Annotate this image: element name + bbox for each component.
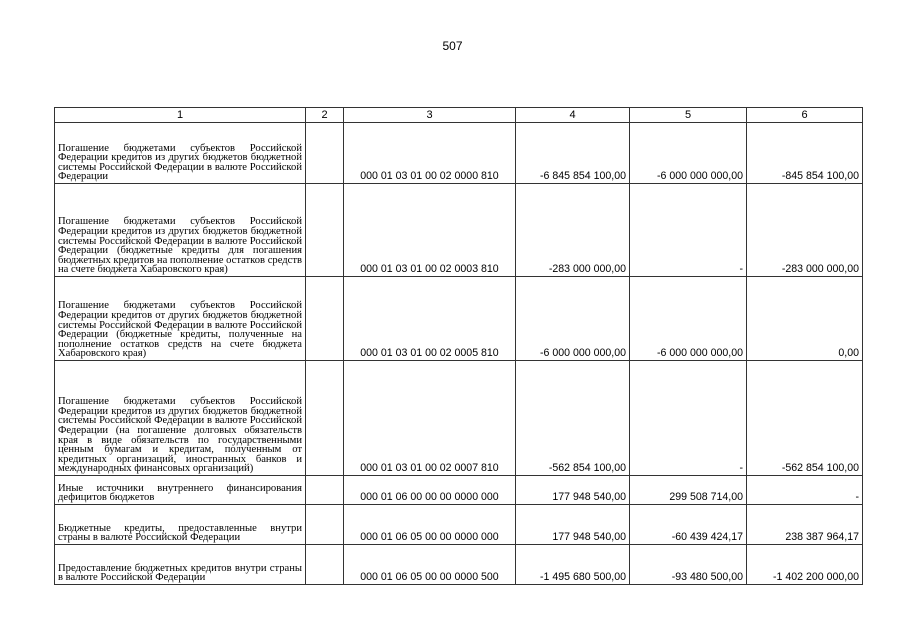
row-value-4: -6 845 854 100,00 [516,123,630,184]
row-value-6: -1 402 200 000,00 [747,545,863,585]
row-name: Погашение бюджетами субъектов Российской Федерации кредитов из других бюджетов бюджетной системы Российской Федерации в валюте Российской Федерации (бюджетные кредиты для погашения бюджетных кредитов на пополнение остатков средств на счете бюджета Хабаровского края) [55,184,306,277]
row-value-6: -845 854 100,00 [747,123,863,184]
row-col2 [306,476,344,505]
row-name: Погашение бюджетами субъектов Российской Федерации кредитов от других бюджетов бюджетной системы Российской Федерации в валюте Российской Федерации (бюджетные кредиты, полученные на пополнение остатков средств на счете бюджета Хабаровского края) [55,277,306,361]
row-code: 000 01 06 05 00 00 0000 000 [344,505,516,545]
row-code: 000 01 06 00 00 00 0000 000 [344,476,516,505]
row-code: 000 01 03 01 00 02 0000 810 [344,123,516,184]
row-value-6: 0,00 [747,277,863,361]
row-value-4: -562 854 100,00 [516,361,630,476]
row-col2 [306,505,344,545]
row-value-4: 177 948 540,00 [516,476,630,505]
table-row [55,505,863,545]
row-name: Иные источники внутреннего финансирования дефицитов бюджетов [55,476,306,505]
row-col2 [306,361,344,476]
row-name: Погашение бюджетами субъектов Российской Федерации кредитов из других бюджетов бюджетной системы Российской Федерации в валюте Российской Федерации [55,123,306,184]
table-row [55,277,863,361]
row-value-6: 238 387 964,17 [747,505,863,545]
row-value-5: -60 439 424,17 [630,505,747,545]
row-value-5: 299 508 714,00 [630,476,747,505]
row-col2 [306,545,344,585]
row-value-6: - [747,476,863,505]
row-name: Бюджетные кредиты, предоставленные внутри страны в валюте Российской Федерации [55,505,306,545]
row-value-4: 177 948 540,00 [516,505,630,545]
row-name: Погашение бюджетами субъектов Российской Федерации кредитов из других бюджетов бюджетной системы Российской Федерации в валюте Российской Федерации (на погашение долговых обязательств края в виде обязательств по государственными ценным бумагам и кредитам, полученным от кредитных организаций, иностранных банков и международных финансовых организаций) [55,361,306,476]
row-value-4: -1 495 680 500,00 [516,545,630,585]
row-code: 000 01 03 01 00 02 0007 810 [344,361,516,476]
row-name: Предоставление бюджетных кредитов внутри страны в валюте Российской Федерации [55,545,306,585]
row-value-6: -562 854 100,00 [747,361,863,476]
page-number: 507 [442,39,463,53]
table-row [55,123,863,184]
row-code: 000 01 03 01 00 02 0005 810 [344,277,516,361]
row-value-5: - [630,184,747,277]
row-value-5: -6 000 000 000,00 [630,277,747,361]
column-header-4: 4 [516,108,630,123]
row-value-4: -283 000 000,00 [516,184,630,277]
row-value-5: -93 480 500,00 [630,545,747,585]
row-code: 000 01 03 01 00 02 0003 810 [344,184,516,277]
column-header-6: 6 [747,108,863,123]
column-header-5: 5 [630,108,747,123]
budget-sources-table [54,107,863,585]
column-header-3: 3 [344,108,516,123]
row-value-4: -6 000 000 000,00 [516,277,630,361]
row-col2 [306,123,344,184]
table-row [55,476,863,505]
row-col2 [306,277,344,361]
table-row [55,184,863,277]
row-value-5: -6 000 000 000,00 [630,123,747,184]
table-row [55,361,863,476]
row-value-5: - [630,361,747,476]
table-row [55,545,863,585]
column-header-2: 2 [306,108,344,123]
row-value-6: -283 000 000,00 [747,184,863,277]
table-header-row [55,108,863,123]
row-col2 [306,184,344,277]
row-code: 000 01 06 05 00 00 0000 500 [344,545,516,585]
column-header-1: 1 [55,108,306,123]
